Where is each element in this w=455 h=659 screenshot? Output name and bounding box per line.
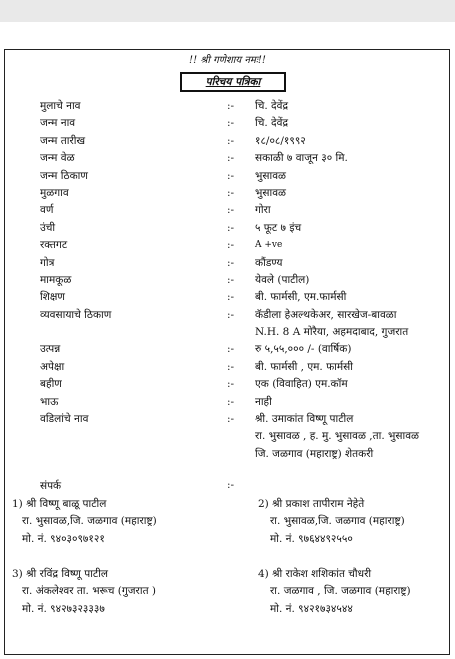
field-value-line: A +ve <box>255 240 283 251</box>
field-value <box>255 341 455 358</box>
field-label: उंची <box>40 221 56 234</box>
field-row <box>0 220 455 237</box>
contact-phone: मो. नं. ९४२७३२३३३७ <box>22 602 105 615</box>
field-separator: :- <box>227 169 235 182</box>
field-label: व्यवसायाचे ठिकाण <box>40 308 112 321</box>
field-value-line: बी. फार्मसी , एम. फार्मसी <box>255 360 353 373</box>
contact-address: रा. अंकलेश्वर ता. भरूच (गुजरात ) <box>22 585 156 598</box>
field-value <box>255 220 455 237</box>
field-separator: :- <box>227 134 235 147</box>
field-row <box>0 394 455 411</box>
field-row <box>0 307 455 342</box>
field-value <box>255 394 455 411</box>
field-row <box>0 168 455 185</box>
field-value-line: येवले (पाटील) <box>255 273 310 286</box>
field-row <box>0 202 455 219</box>
field-value-line: श्री. उमाकांत विष्णू पाटील <box>255 413 354 426</box>
contact-phone: मो. नं. ९४०३०९७१२१ <box>22 532 105 545</box>
contact-address: रा. जळगाव , जि. जळगाव (महाराष्ट्र) <box>270 585 411 598</box>
invocation-text: !! श्री गणेशाय नमः!! <box>189 55 266 66</box>
field-label: मुळगाव <box>40 186 69 199</box>
field-value-line: कॅडीला हेअल्थकेअर, सारखेज-बावळा <box>255 308 397 321</box>
field-label: जन्म नाव <box>40 117 76 130</box>
field-label: जन्म तारीख <box>40 134 86 147</box>
contact-card <box>258 496 405 548</box>
contact-name: 4) श्री राकेश शशिकांत चौधरी <box>258 568 372 580</box>
field-value-line: सकाळी ७ वाजून ३० मि. <box>255 152 348 165</box>
field-value-line: नाही <box>255 395 272 408</box>
field-value <box>255 115 455 132</box>
field-separator: :- <box>227 395 235 408</box>
field-row <box>0 185 455 202</box>
field-value-line: चि. देवेंद्र <box>255 117 289 130</box>
field-value-line: भुसावळ <box>255 186 287 199</box>
document-title <box>180 72 286 92</box>
field-value-line: रा. भुसावळ , ह. मु. भुसावळ ,ता. भुसावळ <box>255 430 420 443</box>
field-separator: :- <box>227 378 235 391</box>
field-value <box>255 376 455 393</box>
field-value <box>255 150 455 167</box>
top-strip <box>0 0 455 22</box>
contact-name: 2) श्री प्रकाश तापीराम नेहेते <box>258 498 365 510</box>
document-title-text: परिचय पत्रिका <box>205 76 261 88</box>
field-label: बहीण <box>40 378 62 391</box>
field-value-line: १८/०८/१९९२ <box>255 134 306 147</box>
contact-name: 3) श्री रविंद्र विष्णू पाटील <box>12 568 109 580</box>
field-separator: :- <box>227 239 235 252</box>
field-label: अपेक्षा <box>40 360 65 373</box>
field-value <box>255 168 455 185</box>
contact-separator: :- <box>227 479 235 491</box>
field-row <box>0 411 455 463</box>
field-row <box>0 133 455 150</box>
field-value <box>255 272 455 289</box>
field-separator: :- <box>227 256 235 269</box>
field-separator: :- <box>227 152 235 165</box>
field-row <box>0 341 455 358</box>
field-separator: :- <box>227 291 235 304</box>
contact-card <box>12 496 157 548</box>
field-value <box>255 307 455 342</box>
contact-phone: मो. नं. ९४२१७३४५४४ <box>270 602 353 615</box>
field-label: मुलाचे नाव <box>40 100 81 112</box>
contact-name: 1) श्री विष्णू बाळू पाटील <box>12 498 107 510</box>
contact-address: रा. भुसावळ,जि. जळगाव (महाराष्ट्र) <box>22 515 157 528</box>
field-label: वडिलांचे नाव <box>40 413 89 426</box>
field-label: जन्म ठिकाण <box>40 169 88 182</box>
field-label: उत्पन्न <box>40 343 61 356</box>
field-value-line: N.H. 8 A मोरैया, अहमदाबाद, गुजरात <box>255 326 409 339</box>
contact-phone: मो. नं. ९७६४४९२५५० <box>270 532 353 545</box>
field-value <box>255 202 455 219</box>
field-value-line: एक (विवाहित) एम.कॉम <box>255 378 348 391</box>
contact-card <box>258 566 411 618</box>
contact-card <box>12 566 156 618</box>
field-row <box>0 376 455 393</box>
field-label: भाऊ <box>40 395 59 408</box>
field-separator: :- <box>227 186 235 199</box>
contact-address: रा. भुसावळ,जि. जळगाव (महाराष्ट्र) <box>270 515 405 528</box>
contact-label: संपर्क <box>40 480 62 492</box>
field-label: मामकूळ <box>40 273 72 286</box>
field-separator: :- <box>227 360 235 373</box>
field-value <box>255 98 455 115</box>
field-value-line: बी. फार्मसी, एम.फार्मसी <box>255 291 347 304</box>
field-row <box>0 359 455 376</box>
field-row <box>0 272 455 289</box>
field-value-line: जि. जळगाव (महाराष्ट्र) शेतकरी <box>255 447 374 460</box>
field-row <box>0 289 455 306</box>
field-label: गोत्र <box>40 256 55 269</box>
field-separator: :- <box>227 100 235 112</box>
profile-fields <box>0 98 455 463</box>
field-value-line: चि. देवेंद्र <box>255 100 289 112</box>
field-value <box>255 359 455 376</box>
field-row <box>0 115 455 132</box>
field-separator: :- <box>227 413 235 426</box>
field-separator: :- <box>227 204 235 217</box>
field-value <box>255 411 455 463</box>
field-value <box>255 133 455 150</box>
field-row <box>0 237 455 254</box>
field-label: रक्तगट <box>40 239 68 252</box>
field-label: वर्ण <box>40 204 54 217</box>
field-value <box>255 255 455 272</box>
field-value-line: भुसावळ <box>255 169 287 182</box>
field-label: जन्म वेळ <box>40 152 75 165</box>
field-row <box>0 255 455 272</box>
field-value-line: कौंडण्य <box>255 256 283 269</box>
field-value-line: ५ फूट ७ इंच <box>255 221 302 234</box>
field-value-line: रु ५,५५,००० /- (वार्षिक) <box>255 343 352 356</box>
field-separator: :- <box>227 117 235 130</box>
field-value <box>255 289 455 306</box>
field-row <box>0 98 455 115</box>
field-separator: :- <box>227 221 235 234</box>
field-value <box>255 237 455 254</box>
field-value-line: गोरा <box>255 204 271 217</box>
field-value <box>255 185 455 202</box>
field-separator: :- <box>227 343 235 356</box>
field-separator: :- <box>227 308 235 321</box>
field-row <box>0 150 455 167</box>
field-label: शिक्षण <box>40 291 65 304</box>
field-separator: :- <box>227 273 235 286</box>
